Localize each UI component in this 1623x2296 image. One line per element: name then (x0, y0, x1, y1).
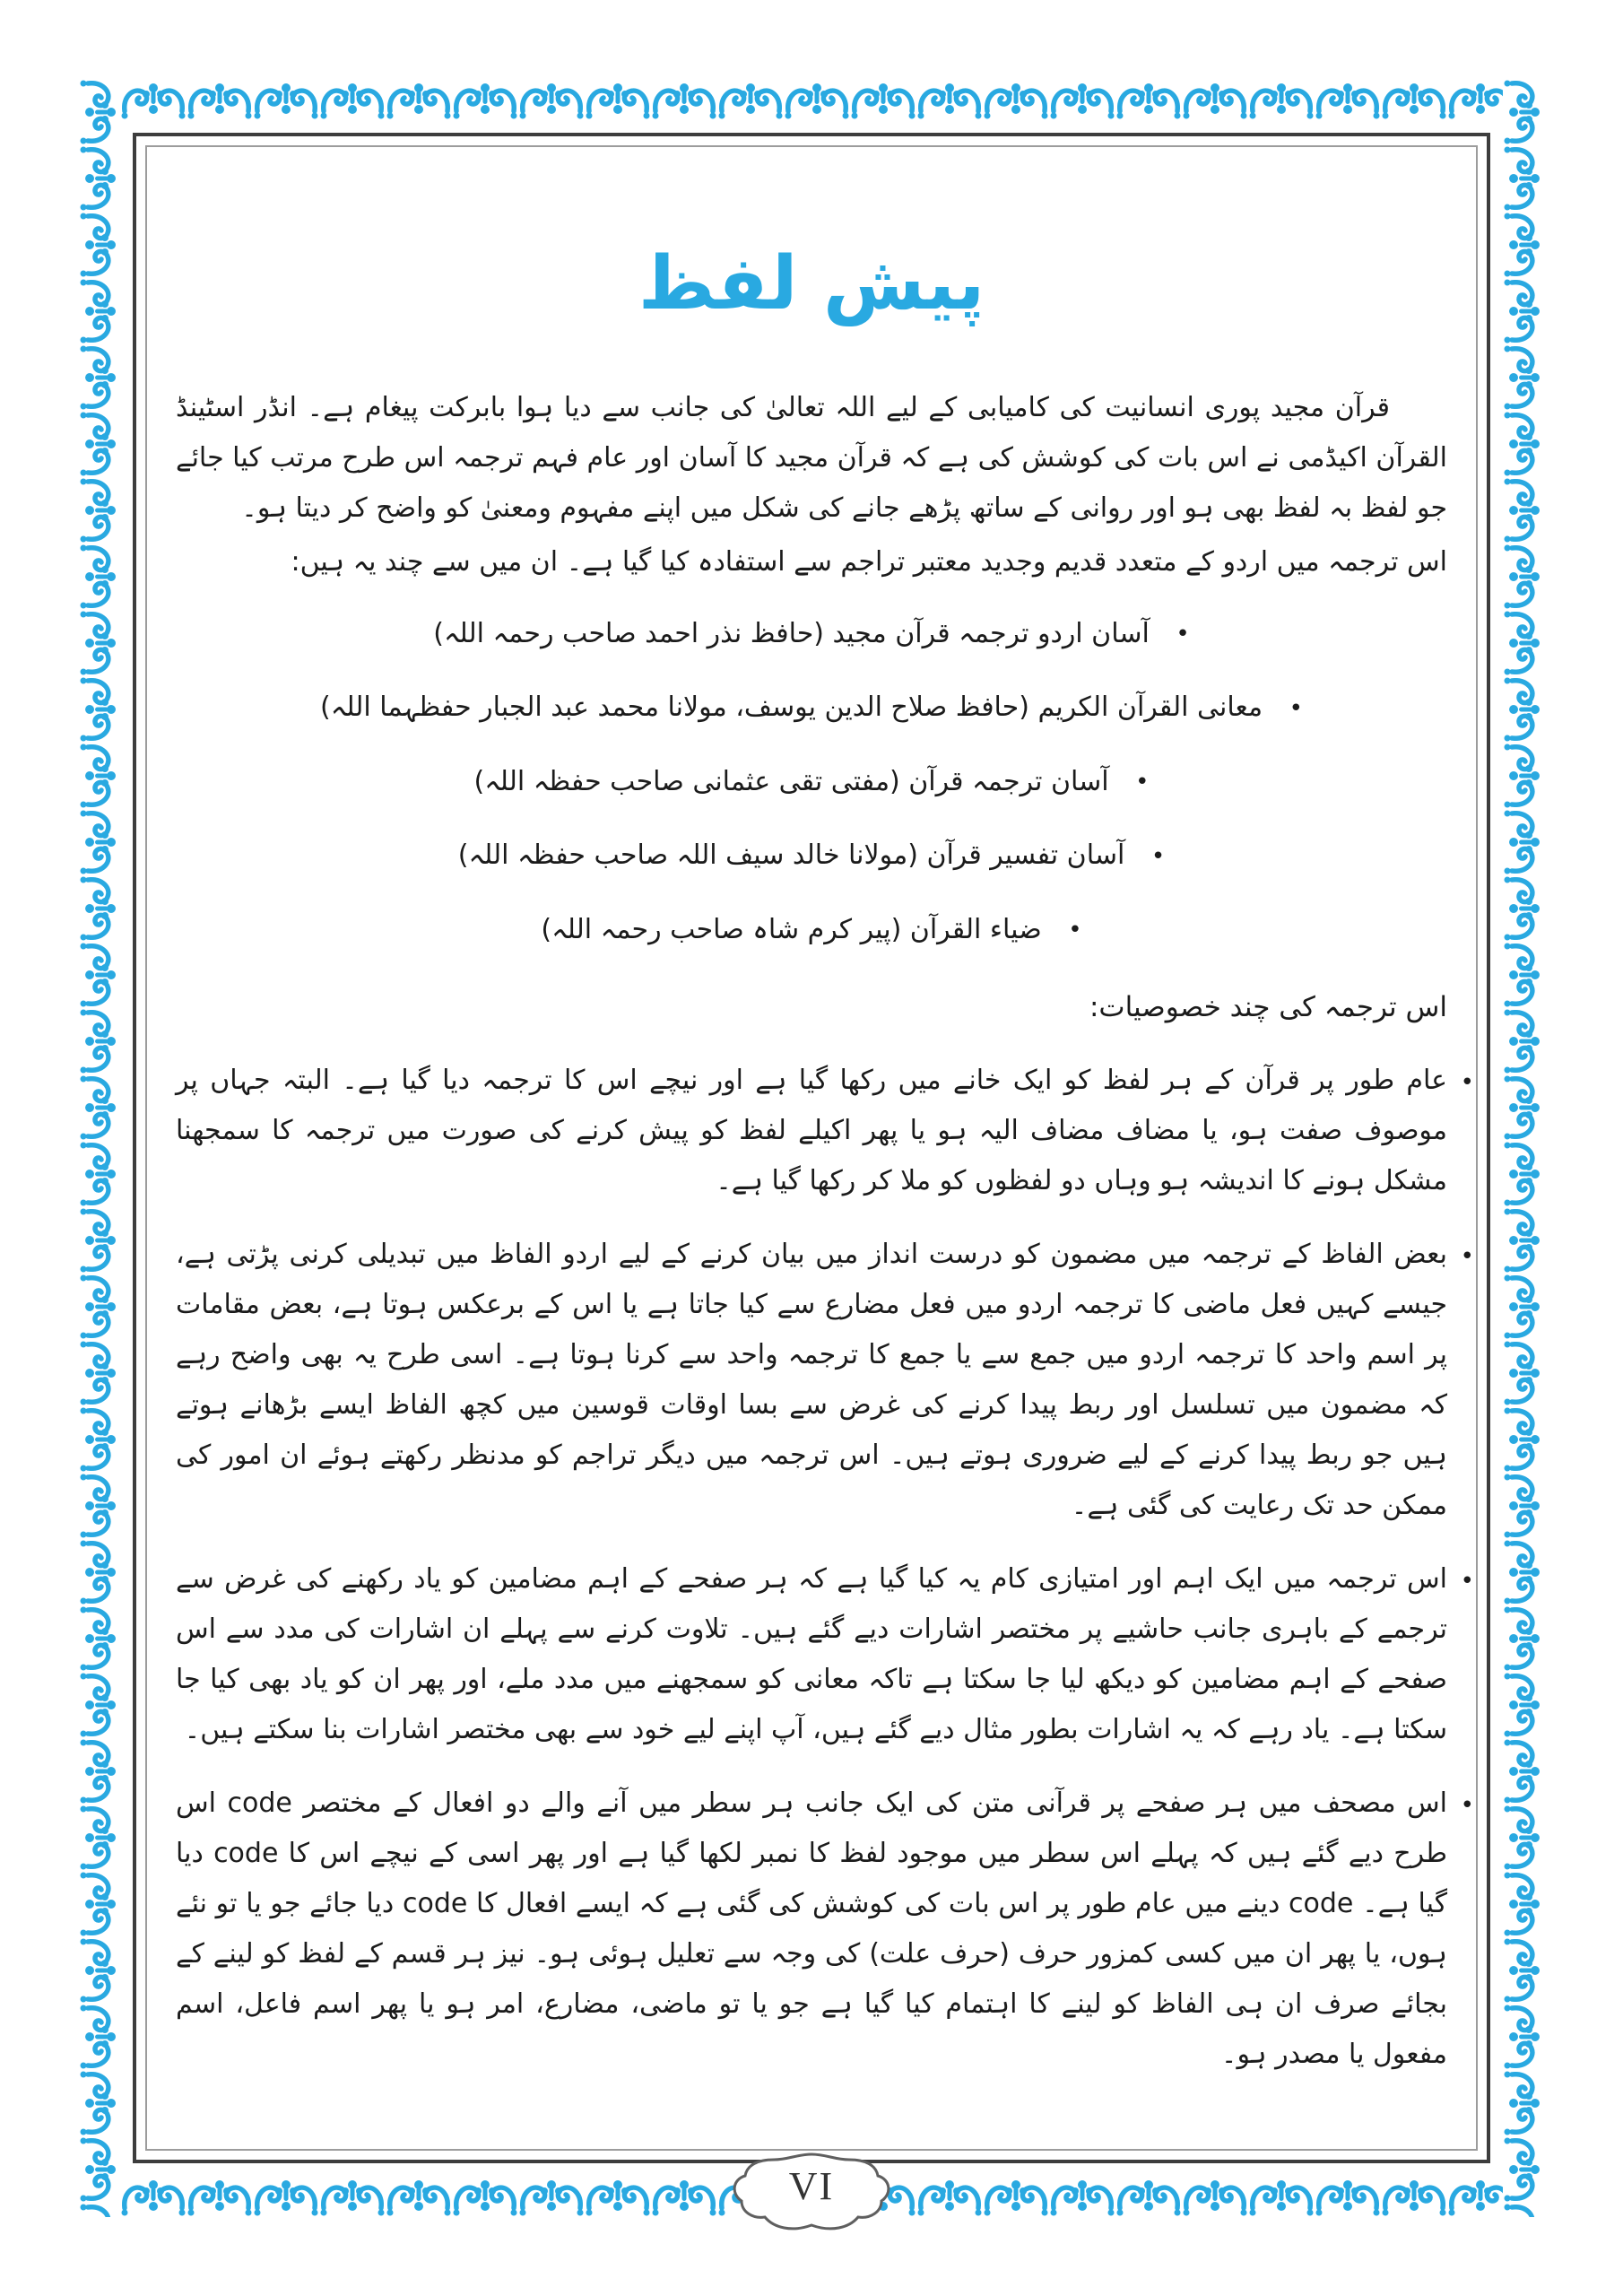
bullet-icon: • (1135, 769, 1150, 796)
intro-paragraph-2: اس ترجمہ میں اردو کے متعدد قدیم وجدید معتبر تراجم سے استفادہ کیا گیا ہے۔ ان میں سے چند یہ ہیں: (291, 545, 1447, 578)
list-item (176, 761, 1447, 804)
page-number-badge (713, 2149, 910, 2237)
bullet-icon: • (1460, 1792, 1474, 1819)
list-item (176, 1554, 1474, 1755)
intro-paragraph-1: قرآن مجید پوری انسانیت کی کامیابی کے لیے اللہ تعالیٰ کی جانب سے دیا ہوا بابرکت پیغام ہے۔ انڈر اسٹینڈ القرآن اکیڈمی نے اس بات کی کوشش کی ہے کہ قرآن مجید کا آسان اور عام فہم ترجمہ اس طرح مرتب کیا جائے جو لفظ بہ لفظ بھی ہو اور روانی کے ساتھ پڑھے جانے کی شکل میں اپنے مفہوم ومعنیٰ کو واضح کر دیتا ہو۔ (176, 391, 1447, 524)
border-ornament-left (79, 79, 120, 2217)
feature-item-text: اس مصحف میں ہر صفحے پر قرآنی متن کی ایک جانب ہر سطر میں آنے والے دو افعال کے مختصر code اس طرح دیے گئے ہیں کہ پہلے اس سطر میں موجود لفظ کا نمبر لکھا گیا ہے اور پھر اسی کے نیچے اس کا code دیا گیا ہے۔ code دینے میں عام طور پر اس بات کی کوشش کی گئی ہے کہ ایسے افعال کا code دیا جائے جو یا تو نئے ہوں، یا پھر ان میں کسی کمزور حرف (حرف علت) کی وجہ سے تعلیل ہوئی ہو۔ نیز ہر قسم کے لفظ کو لینے کے بجائے صرف ان ہی الفاظ کو لینے کا اہتمام کیا گیا ہے جو یا تو ماضی، مضارع، امر ہو یا پھر اسم فاعل، اسم مفعول یا مصدر ہو۔ (176, 1787, 1447, 2070)
source-item-label: آسان تفسیر قرآن (مولانا خالد سیف اللہ صاحب حفظہ اللہ) (457, 839, 1125, 871)
list-item (176, 613, 1447, 657)
source-list (176, 613, 1447, 952)
features-heading: اس ترجمہ کی چند خصوصیات: (1089, 991, 1447, 1023)
list-item (176, 686, 1447, 730)
list-item (176, 909, 1447, 952)
page-content (176, 179, 1474, 2167)
list-item (176, 1230, 1474, 1531)
bullet-icon: • (1068, 917, 1082, 944)
border-ornament-top (120, 79, 1503, 120)
feature-item-text: اس ترجمہ میں ایک اہم اور امتیازی کام یہ کیا گیا ہے کہ ہر صفحے کے اہم مضامین کو یاد رکھنے کی غرض سے ترجمے کے باہری جانب حاشیے پر مختصر اشارات دیے گئے ہیں۔ تلاوت کرنے سے پہلے ان اشارات کی مدد سے اس صفحے کے اہم مضامین کو دیکھ لیا جا سکتا ہے تاکہ معانی کو سمجھنے میں مدد ملے، اور پھر ان کو یاد بھی کیا جا سکتا ہے۔ یاد رہے کہ یہ اشارات بطور مثال دیے گئے ہیں، آپ اپنے لیے خود سے بھی مختصر اشارات بنا سکتے ہیں۔ (176, 1563, 1448, 1745)
bullet-icon: • (1176, 621, 1190, 648)
bullet-icon: • (1289, 694, 1303, 722)
bullet-icon: • (1460, 1568, 1474, 1595)
page-title: پیش لفظ (638, 241, 985, 326)
list-item (176, 834, 1447, 878)
page-number: VI (788, 2164, 835, 2208)
bullet-icon: • (1150, 842, 1166, 870)
bullet-icon: • (1460, 1243, 1474, 1270)
source-item-label: ضیاء القرآن (پیر کرم شاہ صاحب رحمہ اللہ) (541, 913, 1042, 945)
source-item-label: معانی القرآن الکریم (حافظ صلاح الدین یوسف، مولانا محمد عبد الجبار حفظہما اللہ) (320, 691, 1263, 723)
feature-item-text: بعض الفاظ کے ترجمہ میں مضمون کو درست انداز میں بیان کرنے کے لیے اردو الفاظ میں تبدیلی کرنی پڑتی ہے، جیسے کہیں فعل ماضی کا ترجمہ اردو میں فعل مضارع سے کیا جاتا ہے یا اس کے برعکس ہوتا ہے، بعض مقامات پر اسم واحد کا ترجمہ اردو میں جمع سے یا جمع کا ترجمہ واحد سے کرنا ہوتا ہے۔ اسی طرح یہ بھی واضح رہے کہ مضمون میں تسلسل اور ربط پیدا کرنے کی غرض سے بسا اوقات قوسین میں کچھ الفاظ ایسے بڑھانے ہوتے ہیں جو ربط پیدا کرنے کے لیے ضروری ہوتے ہیں۔ اس ترجمہ میں دیگر تراجم کو مدنظر رکھتے ہوئے ان امور کی ممکن حد تک رعایت کی گئی ہے۔ (176, 1239, 1447, 1521)
source-item-label: آسان اردو ترجمہ قرآن مجید (حافظ نذر احمد صاحب رحمہ اللہ) (433, 617, 1150, 649)
feature-item-text: عام طور پر قرآن کے ہر لفظ کو ایک خانے میں رکھا گیا ہے اور نیچے اس کا ترجمہ دیا گیا ہے۔ البتہ جہاں پر موصوف صفت ہو، یا مضاف مضاف الیہ ہو یا پھر اکیلے لفظ کو پیش کرنے کی صورت میں ترجمہ کا سمجھنا مشکل ہونے کا اندیشہ ہو وہاں دو لفظوں کو ملا کر رکھا گیا ہے۔ (176, 1065, 1447, 1196)
source-item-label: آسان ترجمہ قرآن (مفتی تقی عثمانی صاحب حفظہ اللہ) (473, 765, 1109, 797)
list-item (176, 1056, 1474, 1206)
list-item (176, 1779, 1474, 2080)
feature-list (176, 1056, 1474, 2080)
bullet-icon: • (1460, 1069, 1474, 1096)
border-ornament-right (1503, 79, 1544, 2217)
